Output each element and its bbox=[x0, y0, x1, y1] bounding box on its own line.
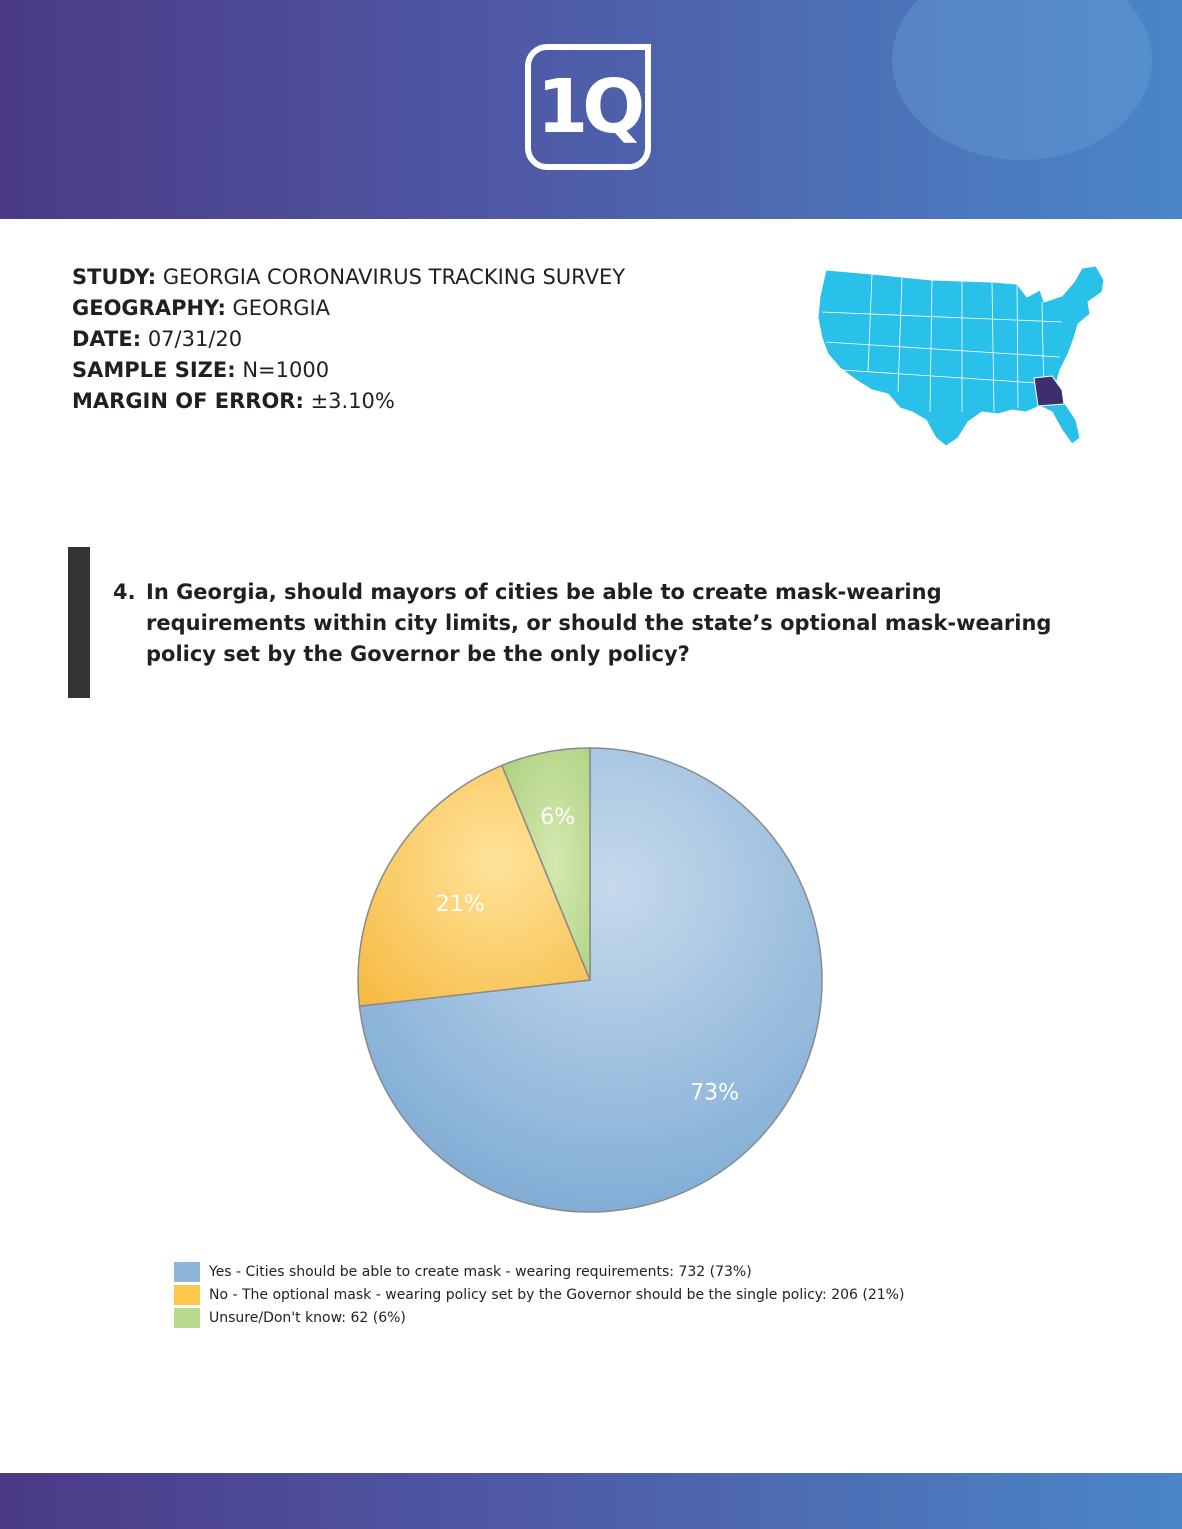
date-value: 07/31/20 bbox=[147, 327, 243, 351]
legend-swatch bbox=[174, 1308, 200, 1328]
legend-label: Unsure/Don't know: 62 (6%) bbox=[209, 1310, 406, 1326]
geography-key: GEOGRAPHY: bbox=[72, 296, 226, 320]
logo-text: 1Q bbox=[536, 64, 640, 150]
study-value: GEORGIA CORONAVIRUS TRACKING SURVEY bbox=[162, 265, 626, 289]
header-decoration bbox=[892, 0, 1152, 160]
legend-label: No - The optional mask - wearing policy set by the Governor should be the single policy: 206 (21%) bbox=[209, 1287, 905, 1303]
legend-label: Yes - Cities should be able to create mask - wearing requirements: 732 (73%) bbox=[209, 1264, 752, 1280]
sample-size-value: N=1000 bbox=[242, 358, 330, 382]
study-key: STUDY: bbox=[72, 265, 157, 289]
footer-banner bbox=[0, 1473, 1182, 1529]
chart-legend bbox=[174, 1262, 904, 1331]
pie-slices bbox=[358, 748, 822, 1212]
study-line bbox=[72, 262, 772, 293]
date-key: DATE: bbox=[72, 327, 142, 351]
sample-size-key: SAMPLE SIZE: bbox=[72, 358, 236, 382]
sample-size-line bbox=[72, 355, 772, 386]
slice-no-label: 21% bbox=[435, 892, 485, 918]
legend-item bbox=[174, 1262, 904, 1285]
slice-unsure-label: 6% bbox=[540, 805, 576, 831]
pie-chart bbox=[340, 730, 840, 1230]
question-text: In Georgia, should mayors of cities be able to create mask-wearing requirements within city limits, or should the state’s optional mask-wearing policy set by the Governor be the only policy? bbox=[146, 580, 1052, 666]
legend-swatch bbox=[174, 1285, 200, 1305]
1q-logo bbox=[525, 44, 651, 170]
legend-swatch bbox=[174, 1262, 200, 1282]
margin-of-error-value: ±3.10% bbox=[310, 389, 395, 413]
us-map-shape bbox=[818, 266, 1104, 446]
legend-item bbox=[174, 1285, 904, 1308]
question-accent-bar bbox=[68, 547, 90, 698]
geography-line bbox=[72, 293, 772, 324]
margin-of-error-key: MARGIN OF ERROR: bbox=[72, 389, 304, 413]
legend-item bbox=[174, 1308, 904, 1331]
margin-of-error-line bbox=[72, 386, 772, 417]
date-line bbox=[72, 324, 772, 355]
georgia-highlight bbox=[1034, 376, 1064, 406]
question-number: 4. bbox=[113, 580, 136, 604]
geography-value: GEORGIA bbox=[232, 296, 331, 320]
header-banner bbox=[0, 0, 1182, 219]
survey-metadata bbox=[72, 262, 772, 417]
us-map-icon bbox=[812, 262, 1112, 452]
slice-yes-label: 73% bbox=[690, 1080, 740, 1106]
